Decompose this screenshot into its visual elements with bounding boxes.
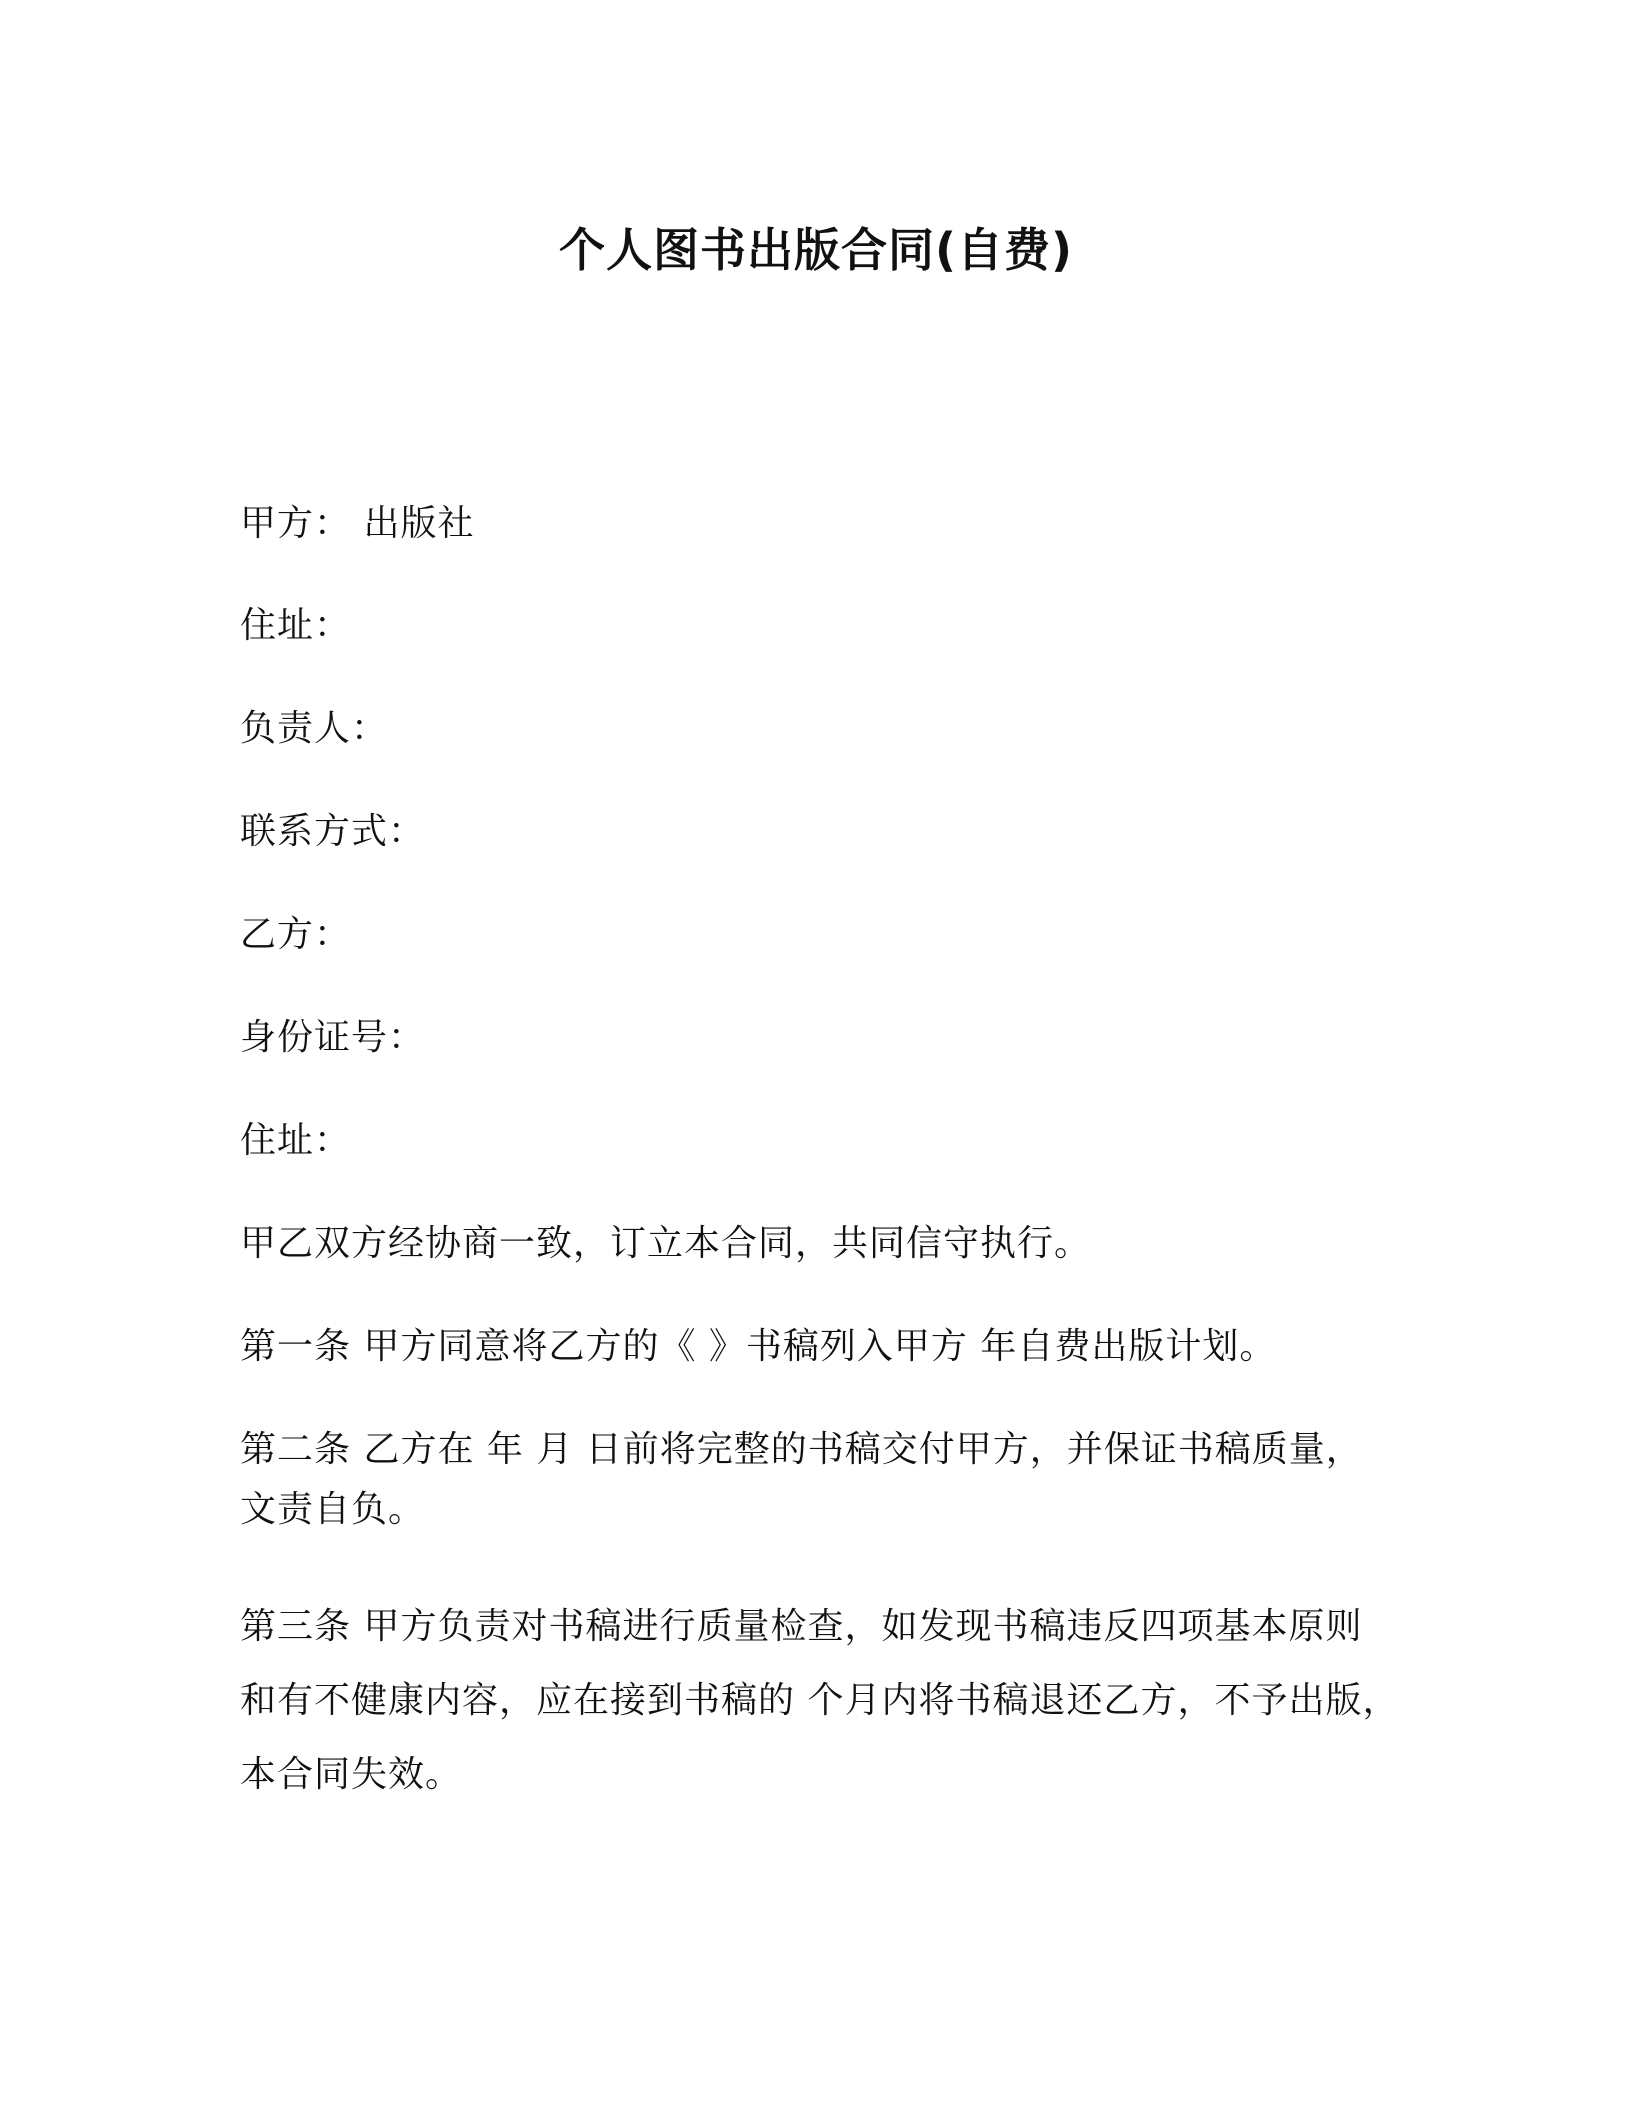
preamble-paragraph: 甲乙双方经协商一致，订立本合同，共同信守执行。	[240, 1223, 1092, 1264]
person-in-charge-line: 负责人：	[240, 708, 389, 749]
party-a-address-line: 住址：	[240, 605, 352, 646]
article-1-paragraph: 第一条 甲方同意将乙方的《 》书稿列入甲方 年自费出版计划。	[240, 1326, 1277, 1367]
id-number-line: 身份证号：	[240, 1017, 426, 1058]
party-a-line: 甲方： 出版社	[240, 503, 475, 544]
article-2-paragraph	[240, 1426, 1420, 1546]
article-3-line: 第三条 甲方负责对书稿进行质量检查，如发现书稿违反四项基本原则	[240, 1606, 1363, 1647]
article-3-line: 本合同失效。	[240, 1754, 463, 1795]
article-2-line: 第二条 乙方在 年 月 日前将完整的书稿交付甲方，并保证书稿质量，	[240, 1429, 1363, 1470]
document-title: 个人图书出版合同(自费)	[558, 223, 1074, 277]
party-b-address-line: 住址：	[240, 1120, 352, 1161]
article-3-paragraph	[240, 1603, 1420, 1825]
article-3-line: 和有不健康内容，应在接到书稿的 个月内将书稿退还乙方，不予出版，	[240, 1680, 1400, 1721]
party-b-line: 乙方：	[240, 914, 352, 955]
article-2-line: 文责自负。	[240, 1489, 426, 1530]
contact-line: 联系方式：	[240, 811, 426, 852]
